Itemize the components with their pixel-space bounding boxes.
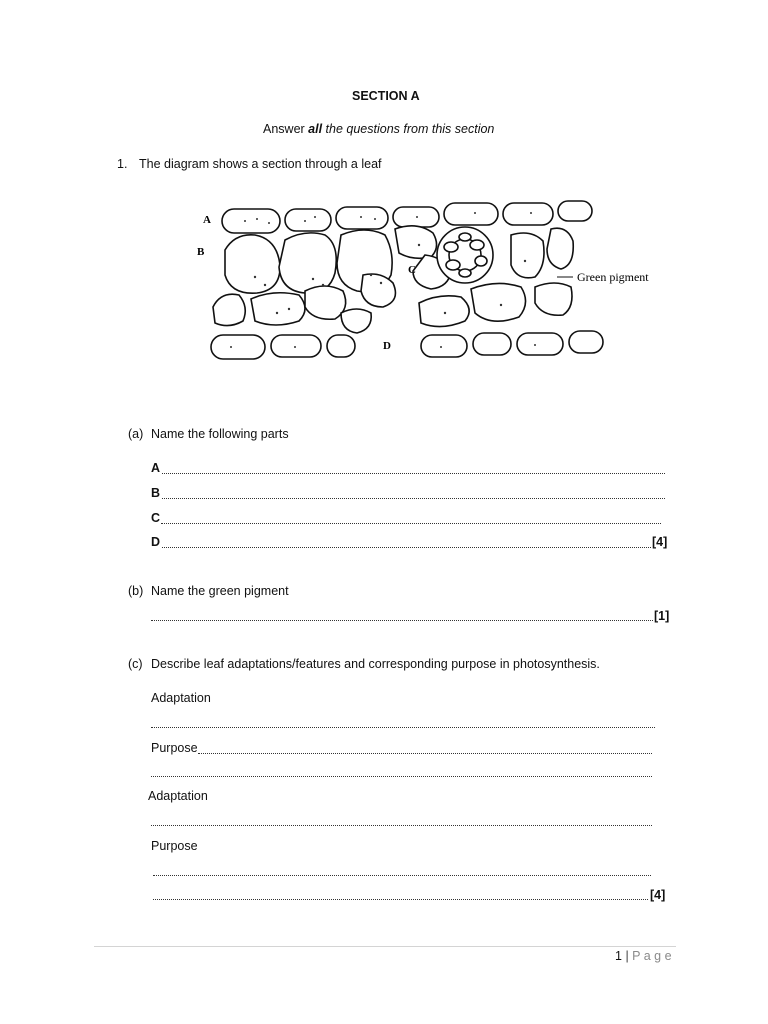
- page-word: P a g e: [632, 949, 672, 963]
- section-title: SECTION A: [352, 89, 420, 103]
- answer-line-adaptation-1[interactable]: [151, 717, 655, 728]
- answer-line-c[interactable]: [161, 513, 661, 524]
- answer-line-purpose-1[interactable]: [198, 743, 652, 754]
- page-number: 1: [615, 949, 622, 963]
- diagram-label-b: B: [197, 246, 205, 258]
- purpose-label-2: Purpose: [151, 839, 198, 853]
- answer-line-purpose-1b[interactable]: [151, 766, 652, 777]
- question-text: The diagram shows a section through a leaf: [139, 157, 382, 171]
- leaf-section-diagram: [195, 195, 665, 375]
- part-c-label: (c): [128, 657, 143, 671]
- part-c-marks: [4]: [650, 888, 666, 902]
- diagram-label-d: D: [383, 340, 391, 352]
- part-b-text: Name the green pigment: [151, 584, 289, 598]
- purpose-label-1: Purpose: [151, 741, 198, 755]
- leaf-section-svg: [195, 195, 665, 375]
- diagram-label-c: C: [408, 264, 416, 276]
- answer-line-green-pigment[interactable]: [151, 610, 653, 621]
- page-separator: |: [625, 949, 629, 963]
- answer-line-purpose-2b[interactable]: [153, 889, 648, 900]
- answer-line-d[interactable]: [162, 537, 651, 548]
- part-a-marks: [4]: [652, 535, 668, 549]
- part-c-text: Describe leaf adaptations/features and corresponding purpose in photosynthesis.: [151, 657, 600, 671]
- instruction-bold: all: [308, 122, 323, 136]
- part-a-text: Name the following parts: [151, 427, 289, 441]
- instruction-post: the questions from this section: [322, 122, 495, 136]
- adaptation-label-1: Adaptation: [151, 691, 211, 705]
- page-footer: [615, 949, 672, 963]
- answer-line-adaptation-2[interactable]: [151, 815, 652, 826]
- answer-line-b[interactable]: [162, 488, 665, 499]
- answer-label-a: A: [151, 461, 161, 475]
- part-a-label: (a): [128, 427, 144, 441]
- diagram-label-a: A: [203, 214, 211, 226]
- question-number: 1.: [117, 157, 128, 171]
- answer-label-c: C: [151, 511, 161, 525]
- answer-line-a[interactable]: [162, 463, 665, 474]
- diagram-label-green-pigment: Green pigment: [577, 270, 649, 284]
- part-b-label: (b): [128, 584, 144, 598]
- part-b-marks: [1]: [654, 609, 670, 623]
- section-instruction: [263, 122, 494, 136]
- adaptation-label-2: Adaptation: [148, 789, 208, 803]
- answer-label-b: B: [151, 486, 161, 500]
- answer-line-purpose-2[interactable]: [153, 865, 651, 876]
- footer-rule: [94, 946, 676, 947]
- answer-label-d: D: [151, 535, 161, 549]
- instruction-pre: Answer: [263, 122, 309, 136]
